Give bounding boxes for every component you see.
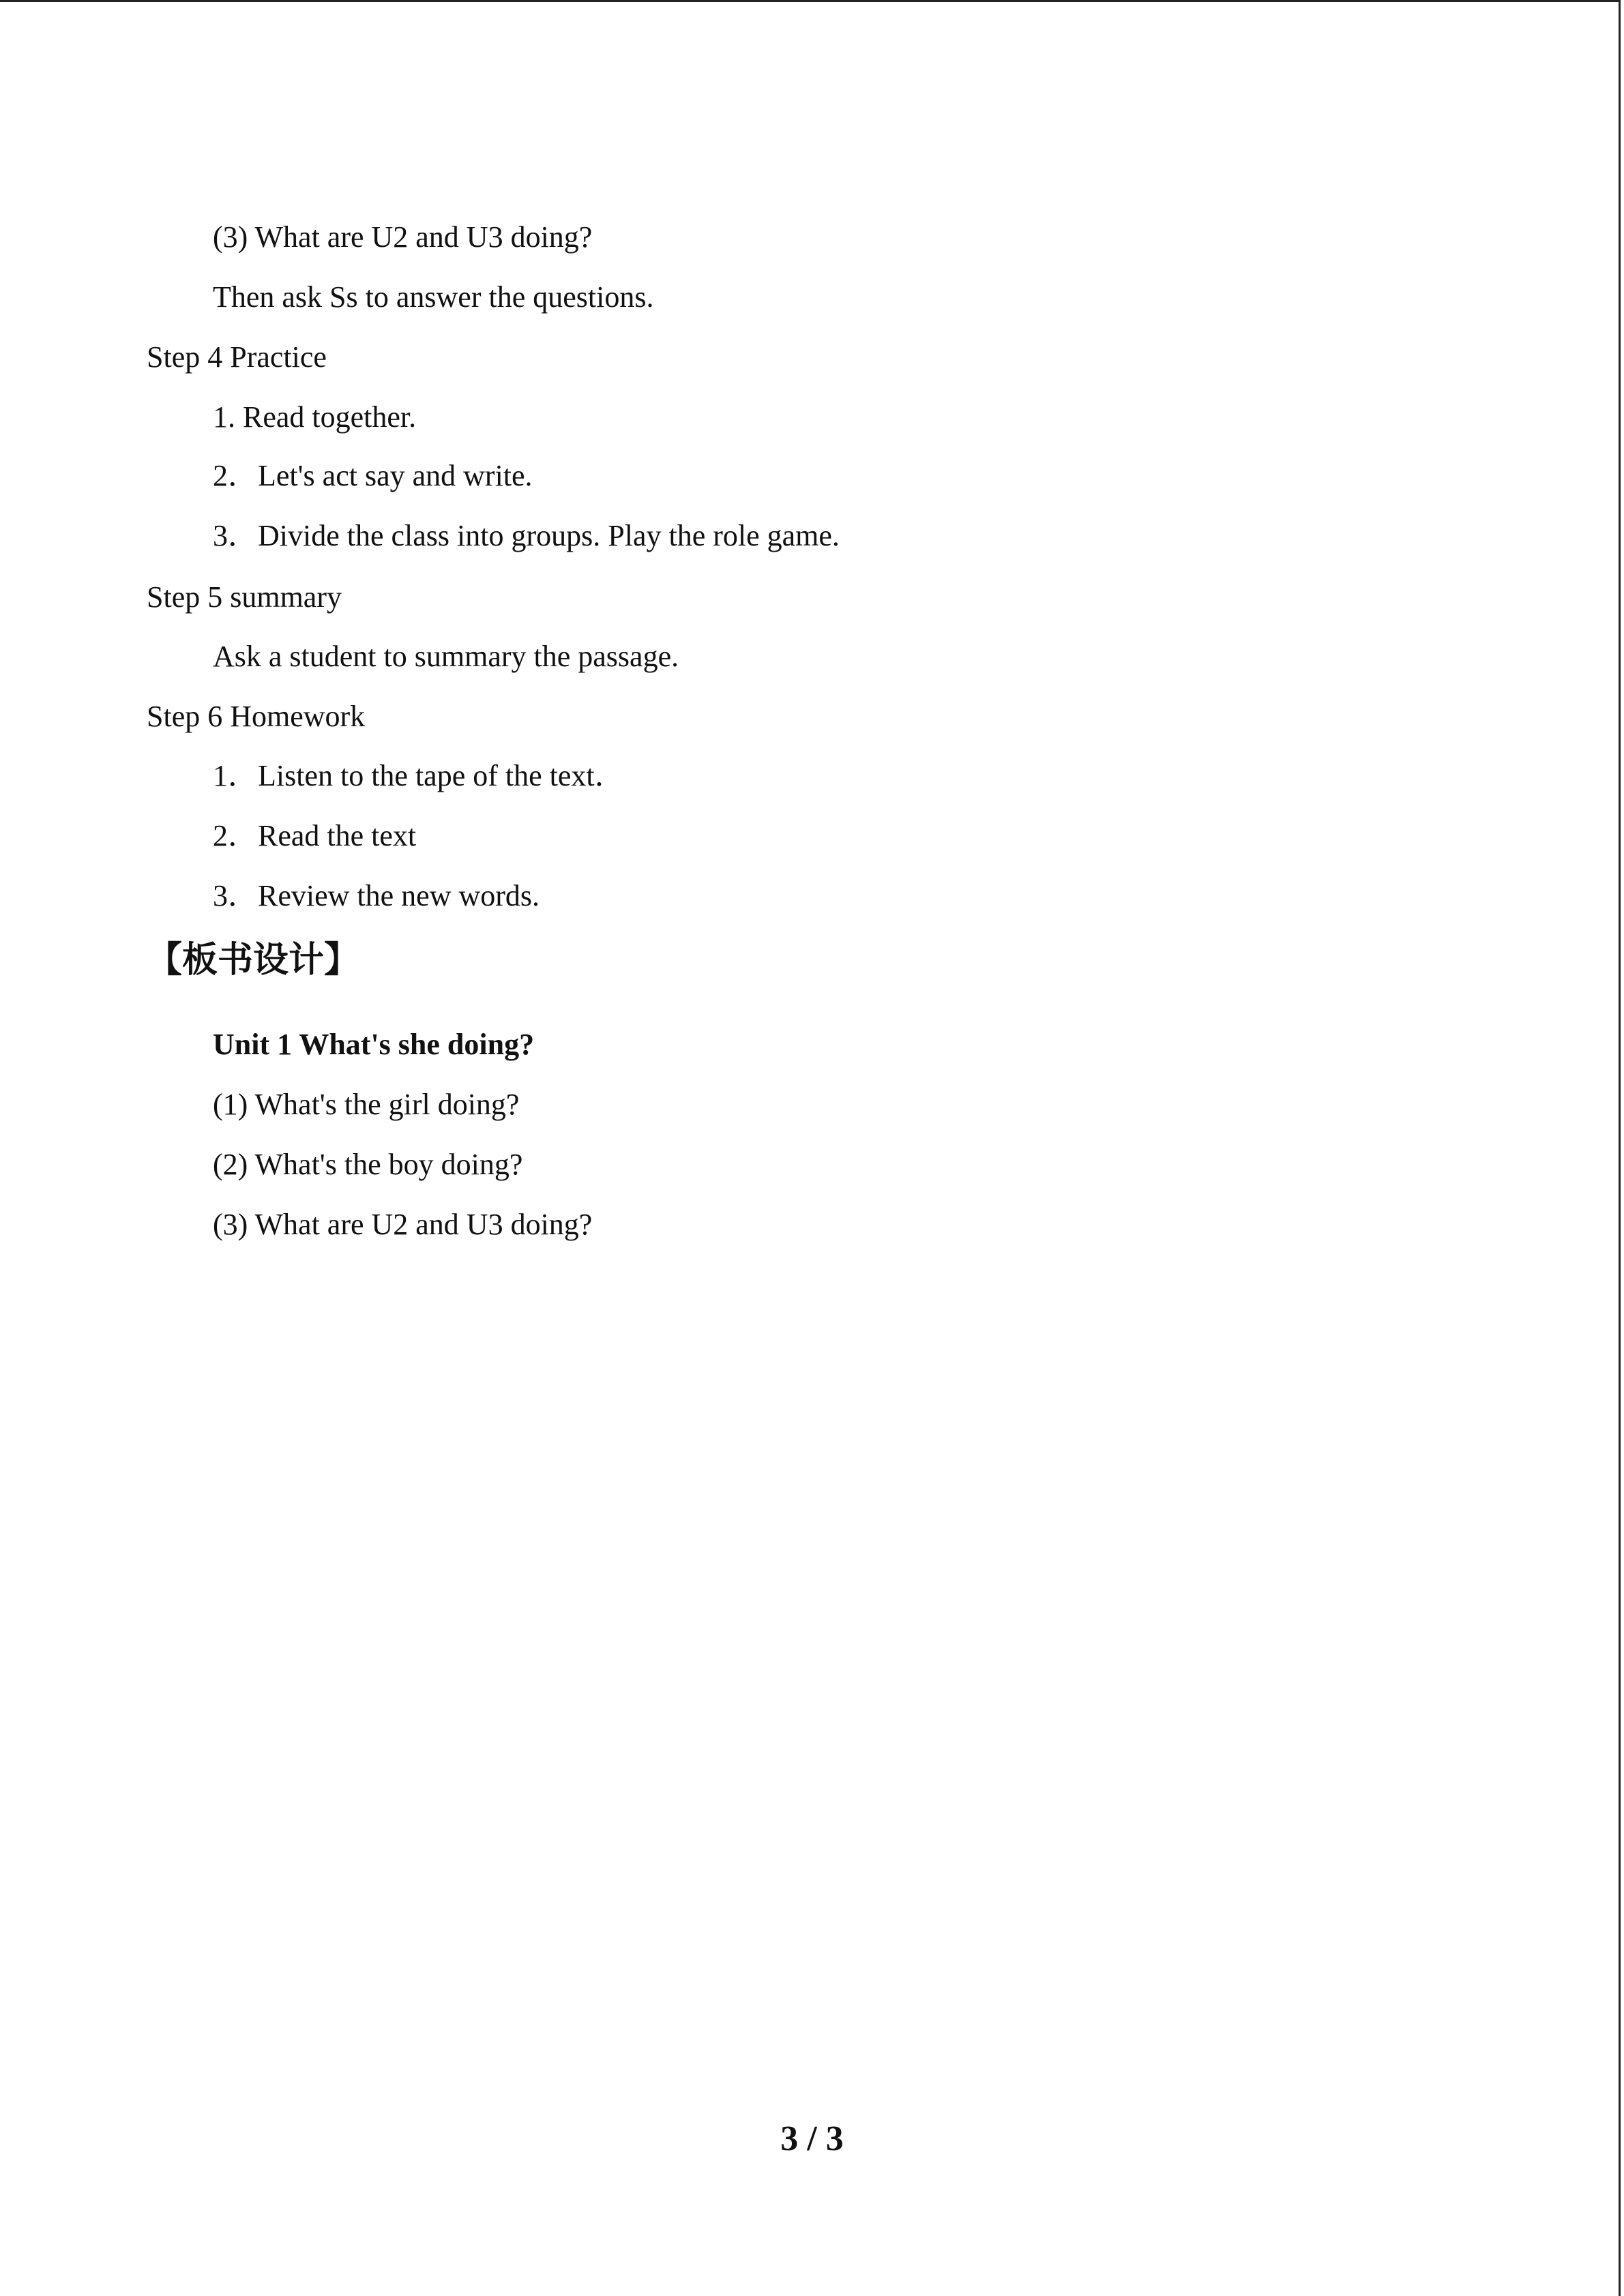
board-design-item-3: (3) What are U2 and U3 doing? [213,1208,593,1241]
board-design-title: Unit 1 What's she doing? [213,1028,535,1061]
instruction-line: Then ask Ss to answer the questions. [213,280,654,314]
step-4-heading: Step 4 Practice [147,340,327,374]
page-number: 3 / 3 [780,2119,844,2158]
board-design-heading: 【板书设计】 [147,940,360,981]
step-6-item-1: 1．Listen to the tape of the text． [213,759,625,792]
step-5-text: Ask a student to summary the passage. [213,640,679,673]
step-6-item-3: 3．Review the new words. [213,879,540,912]
step-4-item-3: 3．Divide the class into groups. Play the role game. [213,519,840,552]
board-design-item-1: (1) What's the girl doing? [213,1088,520,1121]
step-4-item-2: 2．Let's act say and write. [213,459,533,492]
question-3-line: (3) What are U2 and U3 doing? [213,220,593,254]
step-6-item-2: 2．Read the text [213,819,417,852]
step-6-heading: Step 6 Homework [147,700,366,733]
step-4-item-1: 1. Read together. [213,400,417,434]
step-5-heading: Step 5 summary [147,580,342,614]
board-design-item-2: (2) What's the boy doing? [213,1148,523,1181]
